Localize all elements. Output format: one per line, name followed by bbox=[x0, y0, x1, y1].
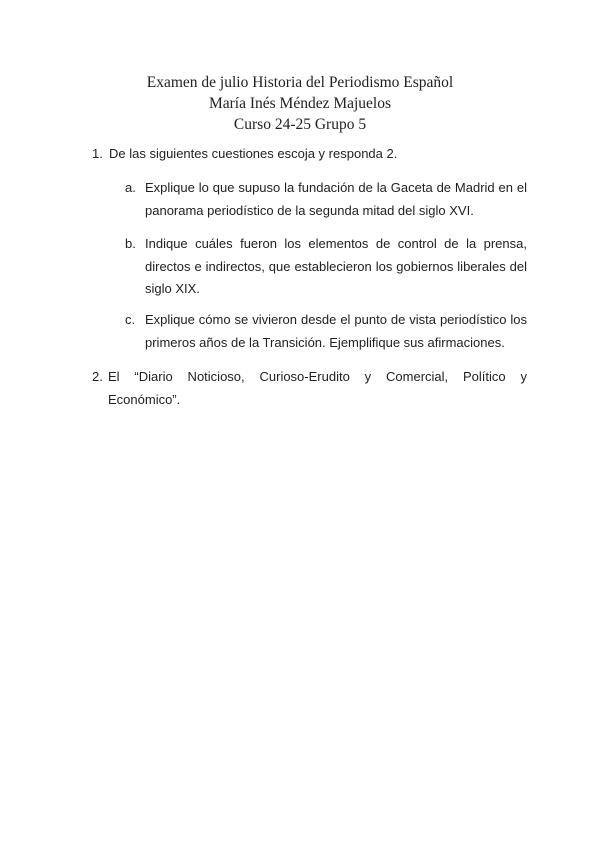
exam-header bbox=[0, 72, 600, 135]
question-1-text: De las siguientes cuestiones escoja y responda 2. bbox=[109, 146, 398, 161]
item-a-letter: a. bbox=[125, 180, 136, 195]
question-1-number: 1. bbox=[92, 146, 103, 161]
exam-title: Examen de julio Historia del Periodismo Español bbox=[146, 74, 454, 91]
question-2-text-line2: Económico”. bbox=[108, 391, 181, 407]
item-c-text: Explique cómo se vivieron desde el punto de vista periodístico los primeros años de la Transición. Ejemplifique sus afirmaciones. bbox=[145, 312, 527, 350]
item-c-letter: c. bbox=[125, 312, 136, 327]
question-2-text bbox=[108, 366, 527, 411]
item-a-text: Explique lo que supuso la fundación de la Gaceta de Madrid en el panorama periodístico de la segunda mitad del siglo XVI. bbox=[145, 180, 527, 218]
question-2-number: 2. bbox=[92, 369, 103, 384]
item-b-letter: b. bbox=[125, 236, 136, 251]
course-group: Curso 24-25 Grupo 5 bbox=[233, 116, 367, 133]
item-b-text: Indique cuáles fueron los elementos de control de la prensa, directos e indirectos, que establecieron los gobiernos liberales del siglo XIX. bbox=[145, 236, 527, 296]
question-2-text-line1: El “Diario Noticioso, Curioso-Erudito y Comercial, Político y bbox=[108, 369, 527, 384]
professor-name: María Inés Méndez Majuelos bbox=[208, 95, 392, 112]
